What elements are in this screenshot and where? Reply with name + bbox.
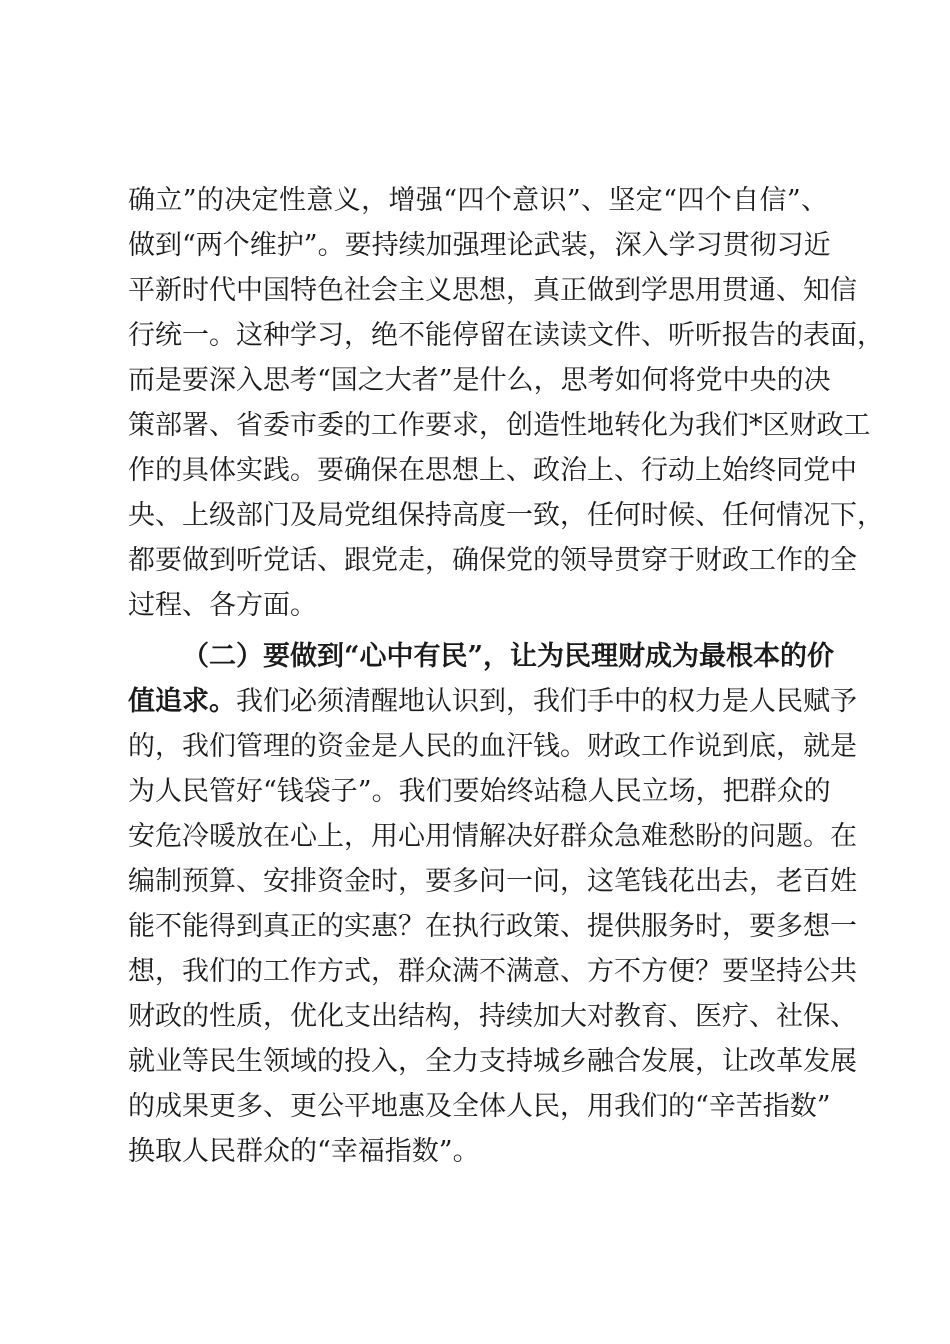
text-line-rest: 我们必须清醒地认识到，我们手中的权力是人民赋予 — [236, 686, 857, 717]
text-line — [128, 679, 857, 724]
text-line: 编制预算、安排资金时，要多问一问，这笔钱花出去，老百姓 — [128, 866, 857, 897]
text-line: 安危冷暖放在心上，用心用情解决好群众急难愁盼的问题。在 — [128, 821, 857, 852]
section-heading: （二）要做到“心中有民”，让为民理财成为最根本的价 — [182, 641, 835, 672]
text-line: 的成果更多、更公平地惠及全体人民，用我们的“辛苦指数” — [128, 1091, 831, 1122]
text-line: 而是要深入思考“国之大者”是什么，思考如何将党中央的决 — [128, 365, 831, 396]
text-line: 平新时代中国特色社会主义思想，真正做到学思用贯通、知信 — [128, 275, 857, 306]
text-line: 的，我们管理的资金是人民的血汗钱。财政工作说到底，就是 — [128, 731, 857, 762]
text-line: 能不能得到真正的实惠？在执行政策、提供服务时，要多想一 — [128, 911, 857, 942]
text-line: 确立”的决定性意义，增强“四个意识”、坚定“四个自信”、 — [128, 185, 828, 216]
text-line: 想，我们的工作方式，群众满不满意、方不方便？要坚持公共 — [128, 956, 857, 987]
text-line: 都要做到听党话、跟党走，确保党的领导贯穿于财政工作的全 — [128, 545, 857, 576]
text-line: 为人民管好“钱袋子”。我们要始终站稳人民立场，把群众的 — [128, 776, 831, 807]
text-line: 过程、各方面。 — [128, 590, 317, 621]
text-line: 策部署、省委市委的工作要求，创造性地转化为我们*区财政工 — [128, 410, 871, 441]
section-heading-end: 值追求。 — [128, 686, 236, 717]
text-line: 做到“两个维护”。要持续加强理论武装，深入学习贯彻习近 — [128, 230, 831, 261]
text-line: 换取人民群众的“幸福指数”。 — [128, 1136, 480, 1167]
paragraph-political-loyalty — [128, 178, 884, 628]
paragraph-people-centered — [128, 634, 857, 1174]
text-line: 行统一。这种学习，绝不能停留在读读文件、听听报告的表面， — [128, 320, 884, 351]
text-line: 财政的性质，优化支出结构，持续加大对教育、医疗、社保、 — [128, 1001, 857, 1032]
text-line: 央、上级部门及局党组保持高度一致，任何时候、任何情况下， — [128, 500, 884, 531]
text-line: 就业等民生领域的投入，全力支持城乡融合发展，让改革发展 — [128, 1046, 857, 1077]
text-line: 作的具体实践。要确保在思想上、政治上、行动上始终同党中 — [128, 455, 857, 486]
